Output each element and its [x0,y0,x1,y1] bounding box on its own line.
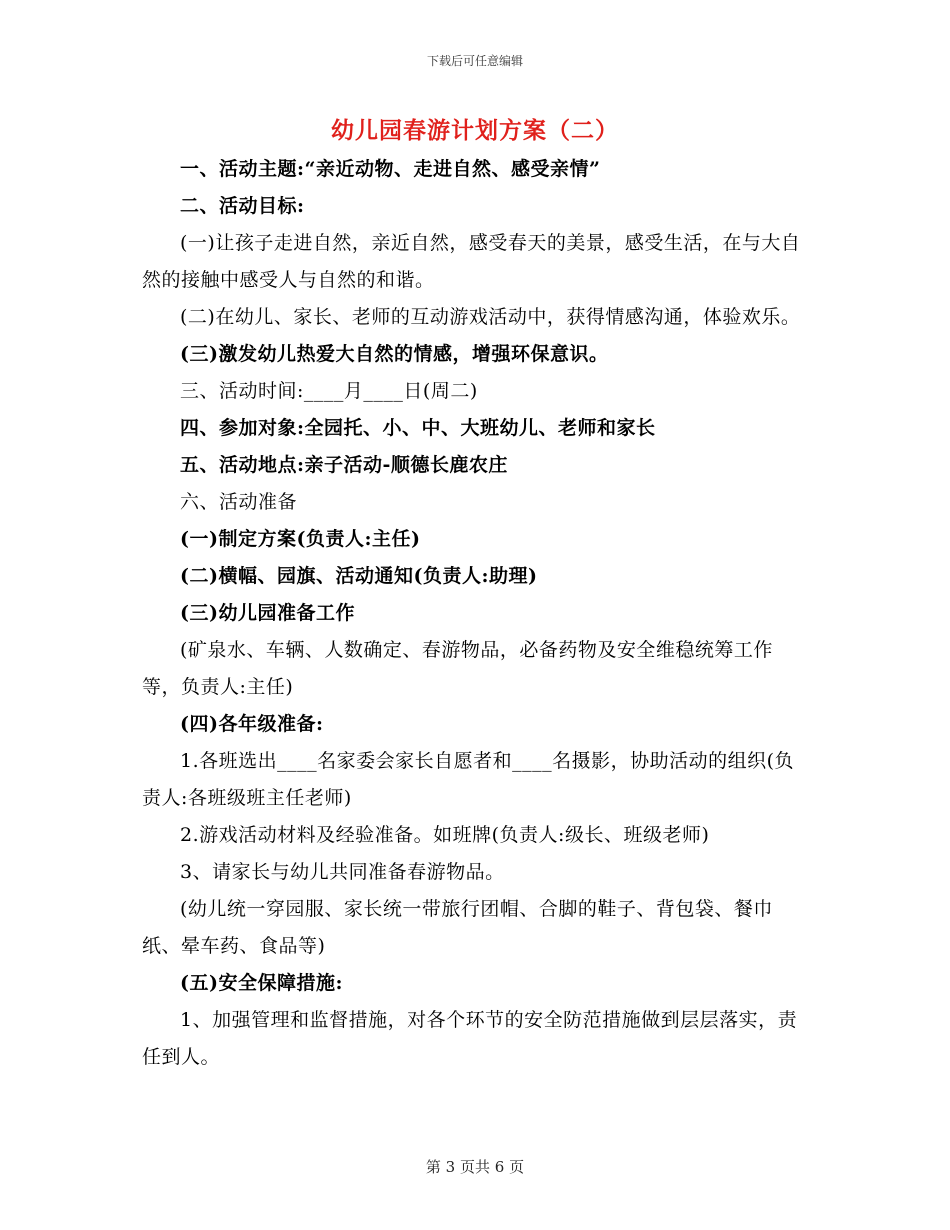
paragraph-participants: 四、参加对象:全园托、小、中、大班幼儿、老师和家长 [180,417,656,439]
document-title: 幼儿园春游计划方案（二） [331,117,619,144]
paragraph-grade-prep-2: 2.游戏活动材料及经验准备。如班牌(负责人:级长、班级老师) [180,824,710,846]
paragraph-time: 三、活动时间:____月____日(周二) [180,380,478,402]
page-header-note: 下载后可任意编辑 [426,54,523,68]
paragraph-goal-2: (二)在幼儿、家长、老师的互动游戏活动中，获得情感沟通，体验欢乐。 [180,306,801,328]
paragraph-preparation-heading: 六、活动准备 [180,491,298,513]
paragraph-prep-plan: (一)制定方案(负责人:主任) [180,528,421,550]
paragraph-grade-prep-3: 3、请家长与幼儿共同准备春游物品。 [180,861,505,883]
paragraph-location: 五、活动地点:亲子活动-顺德长鹿农庄 [180,454,508,476]
paragraph-theme: 一、活动主题:“亲近动物、走进自然、感受亲情” [180,158,601,180]
paragraph-prep-kindergarten: (三)幼儿园准备工作 [180,602,355,624]
paragraph-safety-1: 1、加强管理和监督措施，对各个环节的安全防范措施做到层层落实，责任到人。 [142,1009,798,1068]
paragraph-goal-1: (一)让孩子走进自然，亲近自然，感受春天的美景，感受生活，在与大自然的接触中感受人与自然的和谐。 [142,232,801,291]
paragraph-grade-prep-1: 1.各班选出____名家委会家长自愿者和____名摄影，协助活动的组织(负责人:各班级班主任老师) [142,750,795,809]
paragraph-prep-banner: (二)横幅、园旗、活动通知(负责人:助理) [180,565,538,587]
paragraph-grade-prep-heading: (四)各年级准备: [180,713,324,735]
document-body [142,151,807,1076]
paragraph-goals-heading: 二、活动目标: [180,195,305,217]
page-number-footer: 第 3 页共 6 页 [425,1158,525,1176]
paragraph-goal-3: (三)激发幼儿热爱大自然的情感，增强环保意识。 [180,343,609,365]
paragraph-grade-prep-3-detail: (幼儿统一穿园服、家长统一带旅行团帽、合脚的鞋子、背包袋、餐巾纸、晕车药、食品等) [142,898,773,957]
paragraph-prep-kindergarten-detail: (矿泉水、车辆、人数确定、春游物品，必备药物及安全维稳统筹工作等，负责人:主任) [142,639,773,698]
paragraph-safety-heading: (五)安全保障措施: [180,972,343,994]
